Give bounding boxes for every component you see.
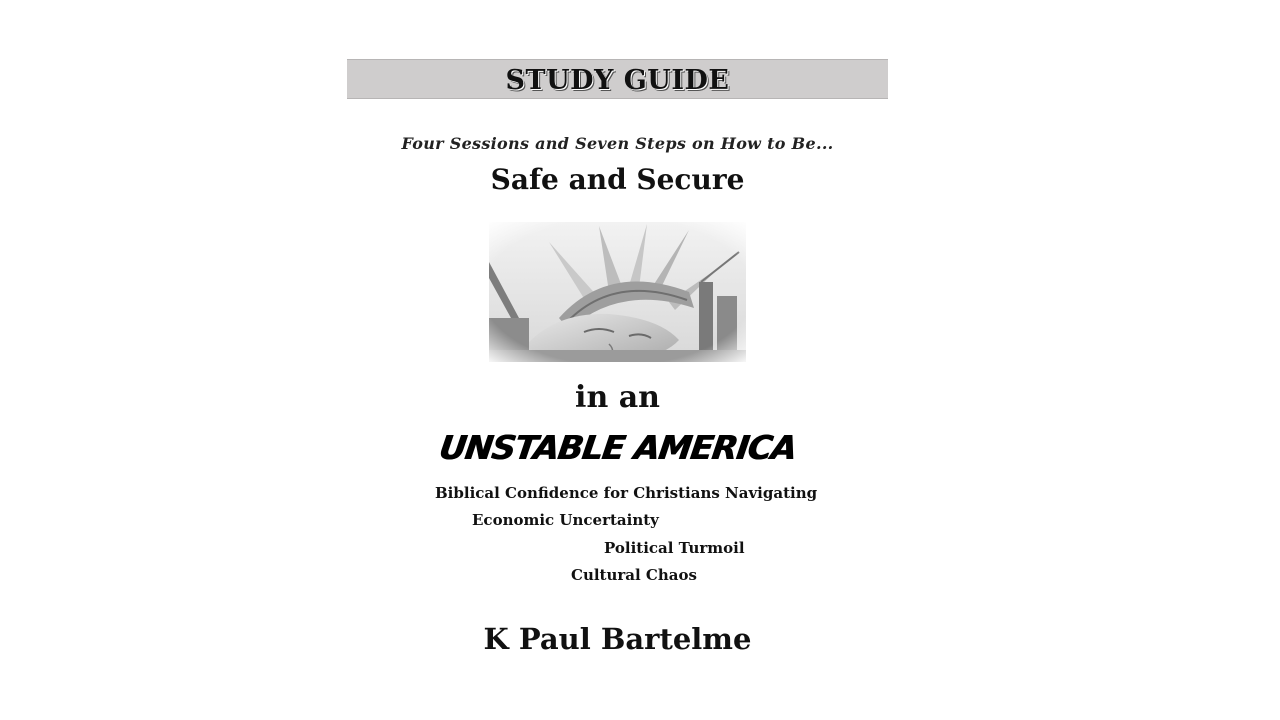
- tagline-line-4: Cultural Chaos: [571, 566, 697, 584]
- unstable-america-heading: UNSTABLE AMERICA: [436, 428, 799, 467]
- connector-text: in an: [575, 380, 660, 415]
- author-name: K Paul Bartelme: [483, 622, 752, 656]
- tagline-line-1: Biblical Confidence for Christians Navigating: [435, 484, 818, 502]
- subtitle: Four Sessions and Seven Steps on How to Be...: [401, 134, 834, 153]
- study-guide-banner: [347, 59, 888, 99]
- statue-of-liberty-ruins-image: [489, 222, 746, 362]
- banner-title: STUDY GUIDE: [505, 64, 730, 96]
- tagline-line-3: Political Turmoil: [604, 539, 745, 557]
- book-title: Safe and Secure: [490, 163, 745, 196]
- tagline-line-2: Economic Uncertainty: [472, 511, 659, 529]
